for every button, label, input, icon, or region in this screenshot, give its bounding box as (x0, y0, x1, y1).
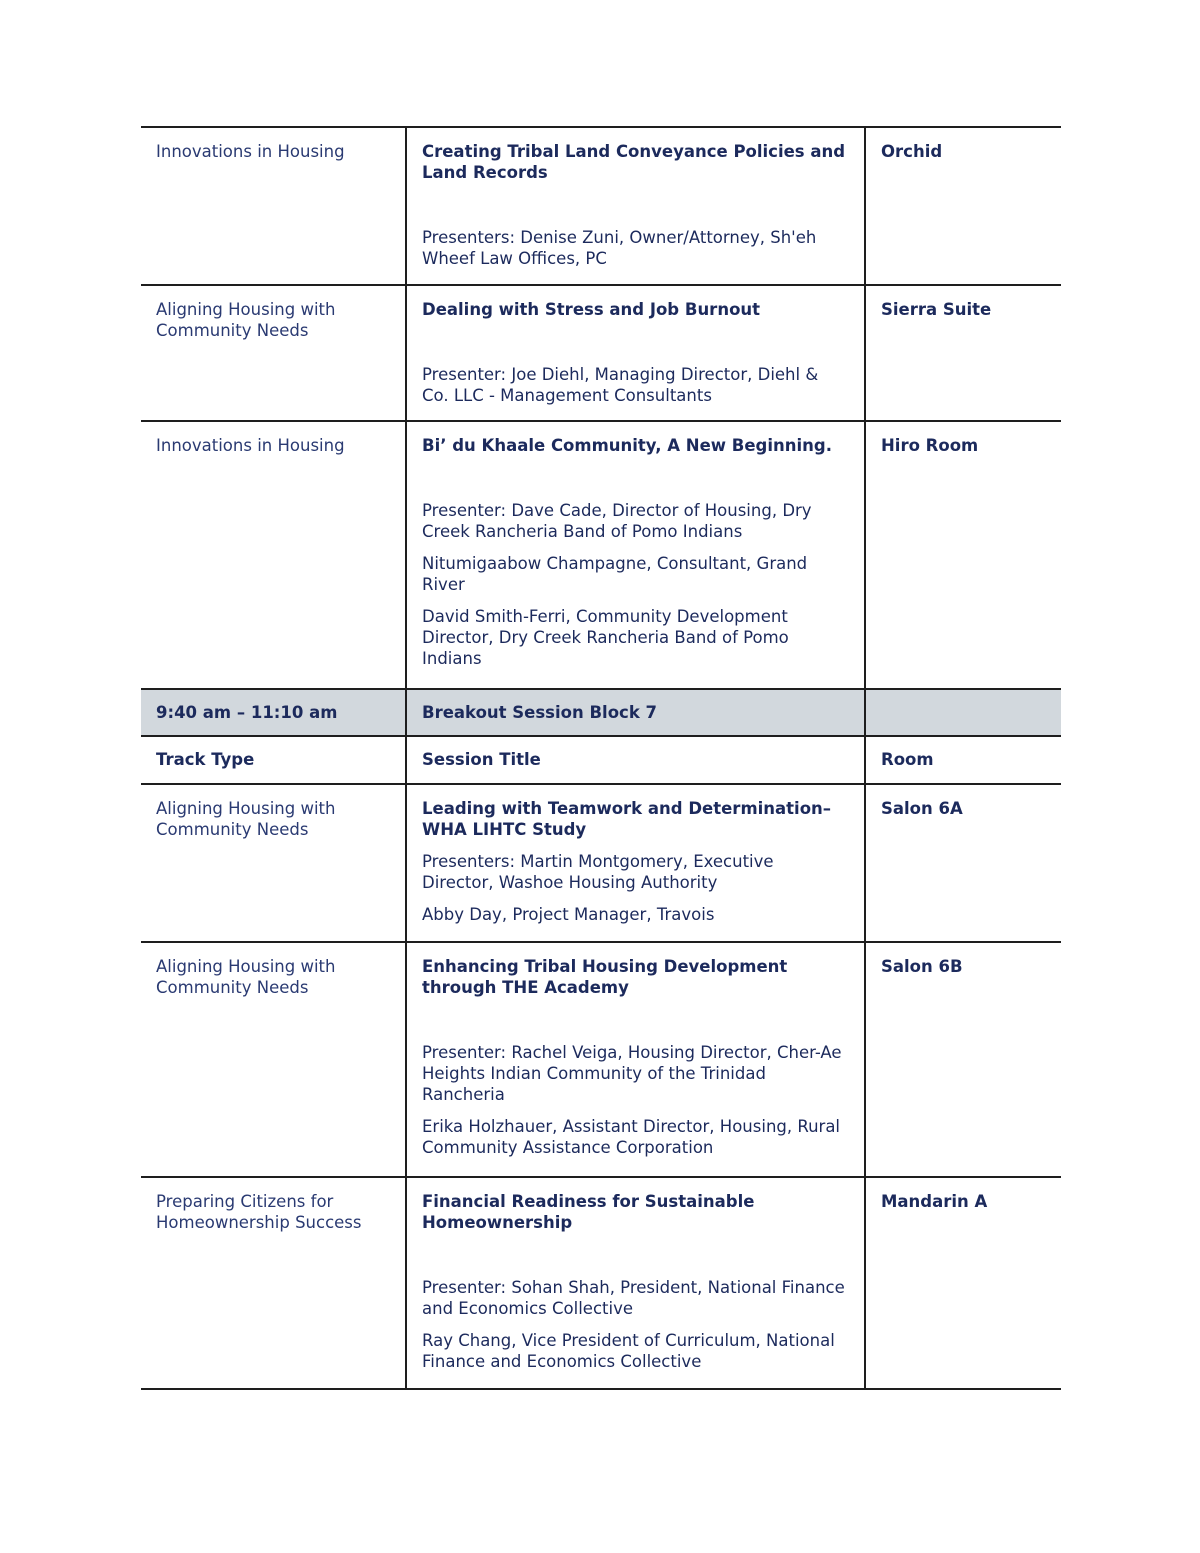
session-title: Financial Readiness for Sustainable Homeownership (422, 1192, 755, 1232)
session-cell (407, 128, 866, 284)
presenter-line: Abby Day, Project Manager, Travois (422, 905, 715, 924)
room-cell: Salon 6A (881, 799, 963, 818)
session-cell (407, 943, 866, 1176)
session-cell (407, 422, 866, 688)
track-type-cell: Aligning Housing with Community Needs (141, 943, 407, 1176)
session-cell (407, 1178, 866, 1388)
track-type-cell: Innovations in Housing (141, 422, 407, 688)
session-title: Bi’ du Khaale Community, A New Beginning. (422, 436, 833, 455)
presenter-line: Presenter: Joe Diehl, Managing Director, Diehl & Co. LLC - Management Consultants (422, 365, 819, 405)
session-block-band (141, 688, 1061, 735)
presenter-line: Erika Holzhauer, Assistant Director, Housing, Rural Community Assistance Corporation (422, 1117, 841, 1157)
track-type-cell: Innovations in Housing (141, 128, 407, 284)
header-session-title: Session Title (407, 737, 866, 783)
table-header (141, 735, 1061, 783)
presenter-line: Nitumigaabow Champagne, Consultant, Grand River (422, 554, 808, 594)
presenter-line: Ray Chang, Vice President of Curriculum, National Finance and Economics Collective (422, 1331, 835, 1371)
table-row (141, 941, 1061, 1176)
table-row (141, 1176, 1061, 1390)
table-row (141, 420, 1061, 688)
track-type-cell: Preparing Citizens for Homeownership Success (141, 1178, 407, 1388)
session-cell (407, 785, 866, 941)
block-label: Breakout Session Block 7 (407, 690, 866, 735)
header-track-type: Track Type (141, 737, 407, 783)
session-title: Dealing with Stress and Job Burnout (422, 300, 761, 319)
session-title: Enhancing Tribal Housing Development through THE Academy (422, 957, 788, 997)
table-row (141, 783, 1061, 941)
session-title: Leading with Teamwork and Determination–WHA LIHTC Study (422, 799, 832, 839)
session-title: Creating Tribal Land Conveyance Policies and Land Records (422, 142, 846, 182)
track-type-cell: Aligning Housing with Community Needs (141, 286, 407, 420)
presenter-line: Presenter: Sohan Shah, President, National Finance and Economics Collective (422, 1278, 845, 1318)
block-room (866, 690, 1061, 735)
room-cell: Hiro Room (881, 436, 979, 455)
presenter-line: Presenters: Denise Zuni, Owner/Attorney, Sh'eh Wheef Law Offices, PC (422, 228, 817, 268)
presenter-line: Presenters: Martin Montgomery, Executive Director, Washoe Housing Authority (422, 852, 774, 892)
schedule-table (141, 126, 1061, 1390)
presenter-line: Presenter: Rachel Veiga, Housing Director, Cher-Ae Heights Indian Community of the Trinidad Rancheria (422, 1043, 842, 1104)
table-row (141, 126, 1061, 284)
room-cell: Mandarin A (881, 1192, 988, 1211)
session-cell (407, 286, 866, 420)
block-time: 9:40 am – 11:10 am (141, 690, 407, 735)
presenter-line: David Smith-Ferri, Community Development Director, Dry Creek Rancheria Band of Pomo Indians (422, 607, 789, 668)
header-room: Room (881, 750, 934, 769)
room-cell: Salon 6B (881, 957, 963, 976)
table-row (141, 284, 1061, 420)
room-cell: Orchid (881, 142, 943, 161)
room-cell: Sierra Suite (881, 300, 992, 319)
track-type-cell: Aligning Housing with Community Needs (141, 785, 407, 941)
presenter-line: Presenter: Dave Cade, Director of Housing, Dry Creek Rancheria Band of Pomo Indians (422, 501, 812, 541)
